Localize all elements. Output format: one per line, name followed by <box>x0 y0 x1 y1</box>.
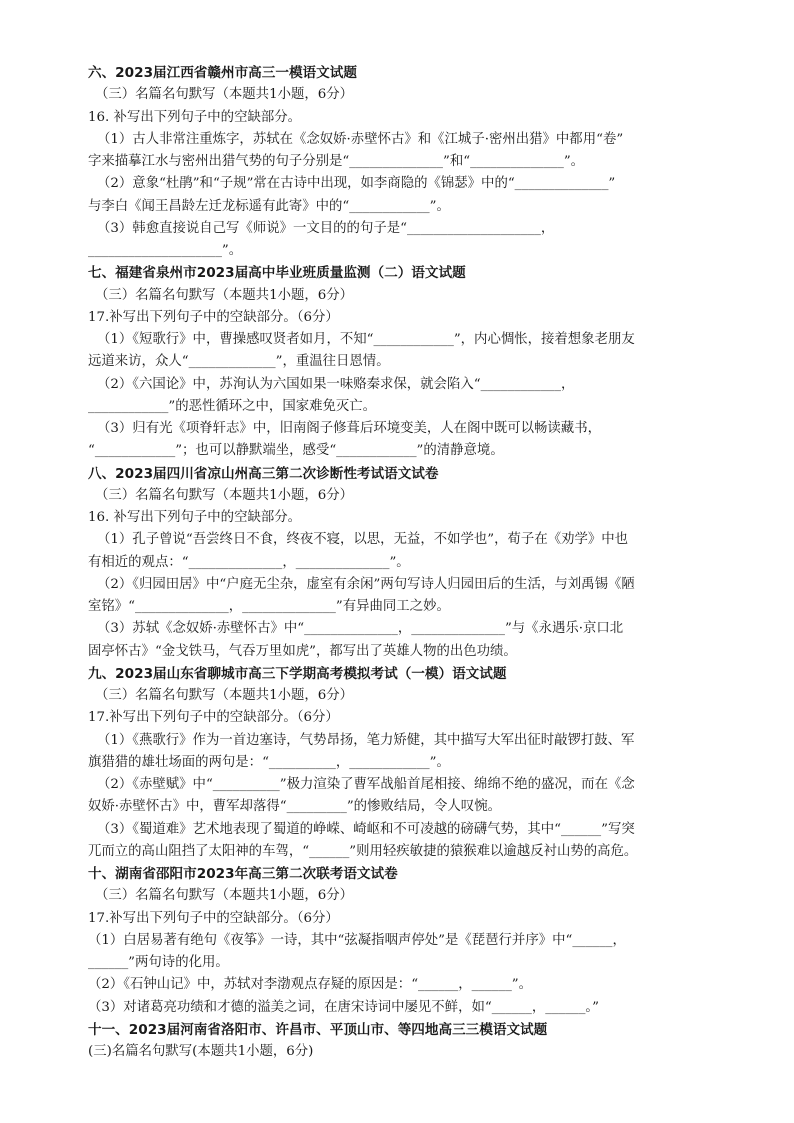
section-title: 八、2023届四川省凉山州高三第二次诊断性考试语文试卷 <box>88 465 439 482</box>
question-item-continued: ____________________”。 <box>88 243 243 258</box>
question-item: （2）意象“杜鹃”和“子规”常在古诗中出现，如李商隐的《锦瑟》中的“______________” <box>97 176 616 192</box>
exam-document <box>88 62 748 1063</box>
question-item-continued: 有相近的观点：“______________，______________”。 <box>88 554 410 570</box>
question-item: （2）《赤壁赋》中“__________”极力渲染了曹军战船首尾相接、绵绵不绝的盛况，而在《念 <box>97 777 635 792</box>
question-item: （1）《短歌行》中，曹操感叹贤者如月，不知“____________”，内心惆怅，接着想象老朋友 <box>97 332 635 347</box>
question-item: （2）《六国论》中，苏洵认为六国如果一味赂秦求保，就会陷入“____________， <box>97 376 575 392</box>
subsection-heading: （三）名篇名句默写（本题共1小题，6分） <box>95 688 354 703</box>
question-item-continued: ______”两句诗的化用。 <box>88 955 229 970</box>
section-title: 九、2023届山东省聊城市高三下学期高考模拟考试（一模）语文试题 <box>88 665 507 682</box>
question-item: （1）古人非常注重炼字，苏轼在《念奴娇·赤壁怀古》和《江城子·密州出猎》中都用“卷” <box>97 131 624 147</box>
section-title: 十、湖南省邵阳市2023年高三第二次联考语文试卷 <box>88 866 398 882</box>
question-item: （1）孔子曾说“吾尝终日不食，终夜不寝，以思，无益，不如学也”，荀子在《劝学》中也 <box>97 532 629 548</box>
question-prompt: 16. 补写出下列句子中的空缺部分。 <box>88 510 302 525</box>
section-title: 十一、2023届河南省洛阳市、许昌市、平顶山市、等四地高三三模语文试题 <box>88 1021 548 1038</box>
question-item: （3）《蜀道难》艺术地表现了蜀道的峥嵘、崎岖和不可凌越的磅礴气势，其中“______”写突 <box>97 821 635 837</box>
question-prompt: 17.补写出下列句子中的空缺部分。（6分） <box>88 910 339 926</box>
question-item: （2）《石钟山记》中，苏轼对李渤观点存疑的原因是：“______，______”。 <box>88 977 533 993</box>
question-item: （1）《燕歌行》作为一首边塞诗，气势昂扬，笔力矫健，其中描写大军出征时敲锣打鼓、军 <box>97 732 635 748</box>
question-prompt: 16. 补写出下列句子中的空缺部分。 <box>88 109 302 125</box>
question-item: （2）《归园田居》中“户庭无尘杂，虚室有余闲”两句写诗人归园田后的生活，与刘禹锡《陋 <box>97 576 635 592</box>
subsection-heading: （三）名篇名句默写（本题共1小题，6分） <box>95 888 354 904</box>
question-prompt: 17.补写出下列句子中的空缺部分。（6分） <box>88 710 339 726</box>
question-item-continued: 旗猎猎的雄壮场面的两句是：“__________，____________”。 <box>88 754 450 770</box>
section-title: 六、2023届江西省赣州市高三一模语文试题 <box>88 65 357 81</box>
subsection-heading: （三）名篇名句默写（本题共1小题，6分） <box>95 487 354 503</box>
question-item: （3）归有光《项脊轩志》中，旧南阁子修葺后环境变美，人在阁中既可以畅读藏书， <box>97 421 601 436</box>
question-item-continued: 室铭》“______________，______________”有异曲同工之妙。 <box>88 599 450 614</box>
question-item: （3）韩愈直接说自己写《师说》一文目的的句子是“____________________， <box>97 220 555 236</box>
question-item: （1）白居易著有绝句《夜筝》一诗，其中“弦凝指咽声停处”是《琵琶行并序》中“______， <box>88 932 626 948</box>
question-item: （3）对诸葛亮功绩和才德的溢美之词，在唐宋诗词中屡见不鲜，如“______，______。” <box>88 999 599 1015</box>
question-item-continued: ____________”的恶性循环之中，国家难免灭亡。 <box>88 398 377 414</box>
question-item-continued: 与李白《闻王昌龄左迁龙标遥有此寄》中的“____________”。 <box>88 198 450 214</box>
question-item: （3）苏轼《念奴娇·赤壁怀古》中“______________，______________”与《永遇乐·京口北 <box>97 621 624 637</box>
question-item-continued: “____________”；也可以静默端坐，感受“____________”的清静意境。 <box>88 443 504 459</box>
section-title: 七、福建省泉州市2023届高中毕业班质量监测（二）语文试题 <box>88 265 466 282</box>
question-item-continued: 字来描摹江水与密州出猎气势的句子分别是“______________”和“______________”。 <box>88 154 585 169</box>
subsection-heading: （三）名篇名句默写（本题共1小题，6分） <box>95 287 354 303</box>
subsection-heading: (三)名篇名句默写(本题共1小题，6分) <box>88 1044 314 1059</box>
question-item-continued: 奴娇·赤壁怀古》中，曹军却落得“_________”的惨败结局，令人叹惋。 <box>88 799 501 815</box>
question-item-continued: 固亭怀古》“金戈铁马，气吞万里如虎”，都写出了英雄人物的出色功绩。 <box>88 643 517 659</box>
subsection-heading: （三）名篇名句默写（本题共1小题，6分） <box>95 87 354 103</box>
question-item-continued: 兀而立的高山阻挡了太阳神的车驾，“______”则用轻疾敏捷的猿猴难以逾越反衬山势的高危。 <box>88 843 638 859</box>
question-item-continued: 远道来访，众人“_____________”，重温往日恩情。 <box>88 354 390 370</box>
question-prompt: 17.补写出下列句子中的空缺部分。（6分） <box>88 309 339 325</box>
